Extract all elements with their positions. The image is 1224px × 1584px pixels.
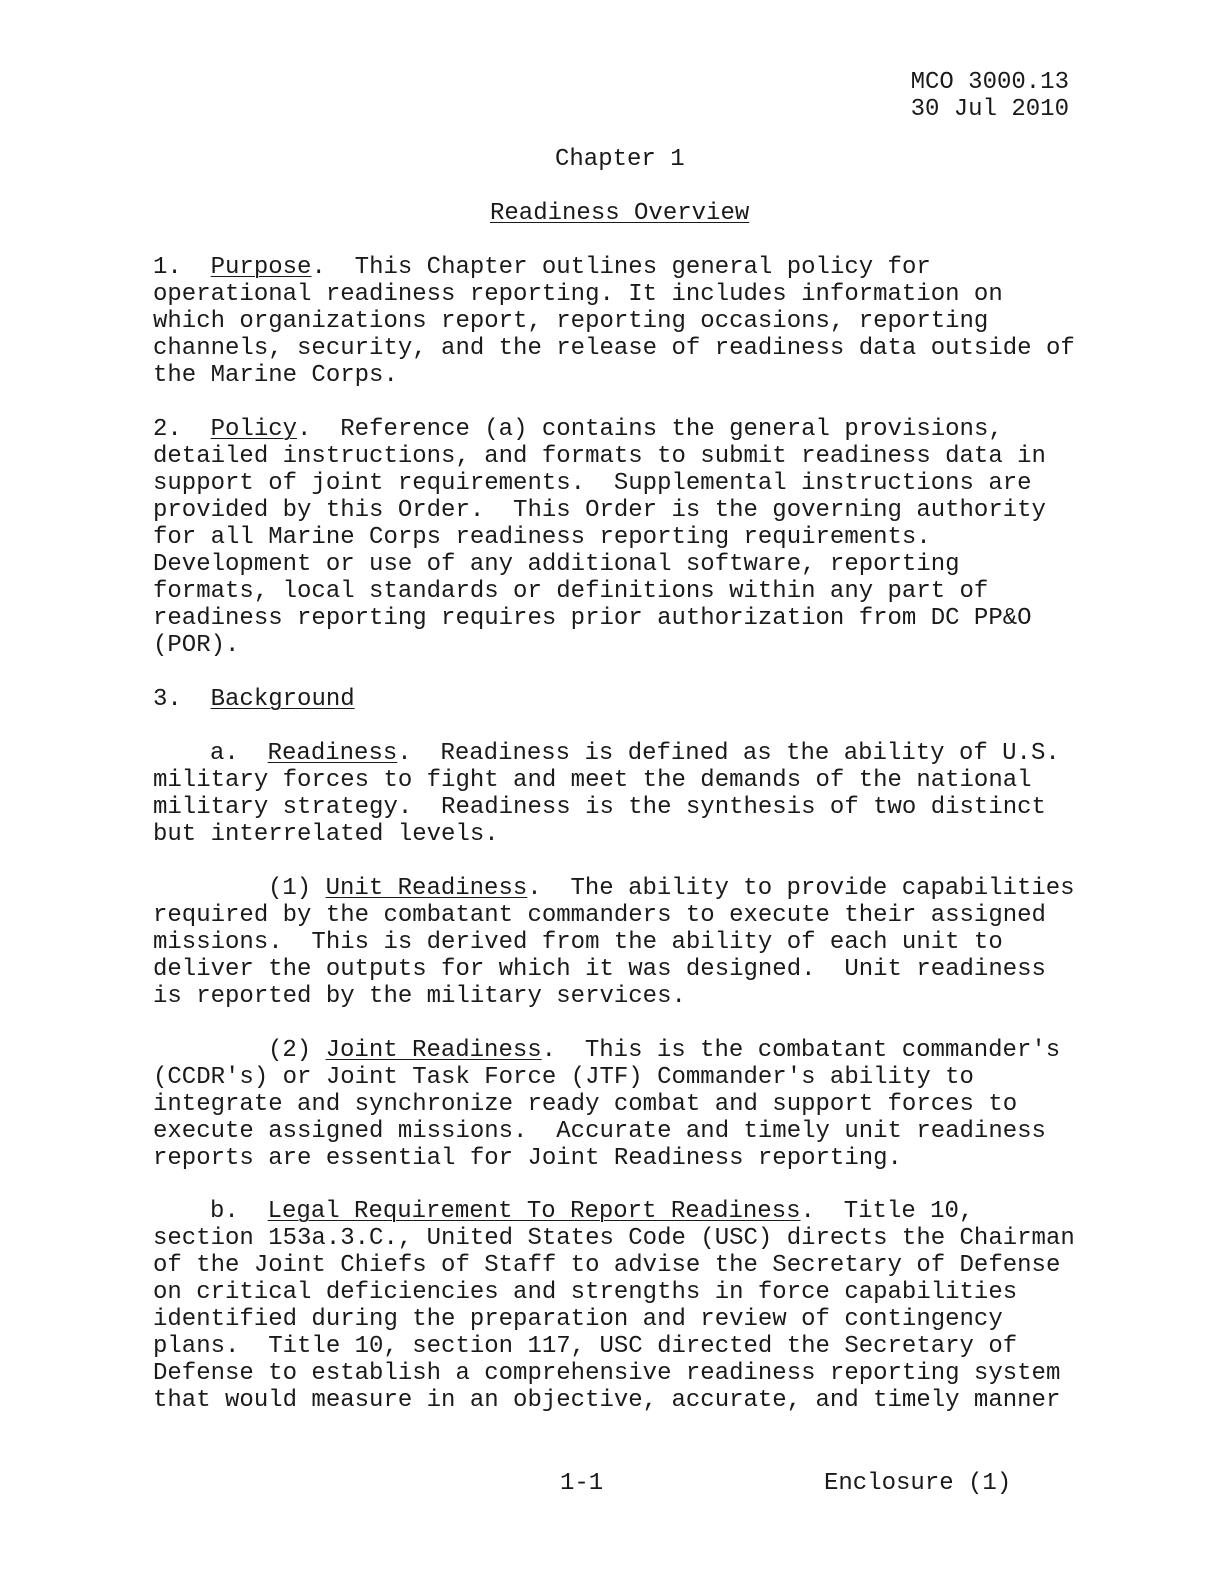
legal-requirement-line: that would measure in an objective, accurate, and timely manner — [153, 1387, 1061, 1414]
purpose-line: the Marine Corps. — [153, 362, 398, 389]
joint-readiness-line: integrate and synchronize ready combat and support forces to — [153, 1091, 1018, 1118]
readiness-heading: Readiness — [267, 740, 398, 767]
readiness-line: but interrelated levels. — [153, 821, 499, 848]
joint-readiness-number: (2) — [268, 1037, 312, 1064]
legal-requirement-paragraph-first-line — [210, 1198, 973, 1225]
unit-readiness-number: (1) — [268, 875, 312, 902]
readiness-line: military strategy. Readiness is the synthesis of two distinct — [153, 794, 1046, 821]
enclosure-label: Enclosure (1) — [824, 1470, 1012, 1497]
legal-requirement-line: . Title 10, — [800, 1198, 974, 1225]
order-number: MCO 3000.13 — [910, 69, 1069, 96]
joint-readiness-line: reports are essential for Joint Readiness reporting. — [153, 1145, 902, 1172]
background-heading-line — [153, 686, 355, 713]
policy-number: 2. — [153, 416, 182, 443]
unit-readiness-line: . The ability to provide capabilities — [527, 875, 1075, 902]
order-date: 30 Jul 2010 — [910, 96, 1069, 123]
policy-line: detailed instructions, and formats to submit readiness data in — [153, 443, 1046, 470]
readiness-line: . Readiness is defined as the ability of U.S. — [397, 740, 1060, 767]
unit-readiness-line: required by the combatant commanders to execute their assigned — [153, 902, 1046, 929]
background-number: 3. — [153, 686, 182, 713]
policy-line: Development or use of any additional software, reporting — [153, 551, 960, 578]
joint-readiness-line: execute assigned missions. Accurate and timely unit readiness — [153, 1118, 1046, 1145]
purpose-number: 1. — [153, 254, 182, 281]
unit-readiness-heading: Unit Readiness — [325, 875, 528, 902]
policy-line: provided by this Order. This Order is the governing authority — [153, 497, 1046, 524]
legal-requirement-number: b. — [210, 1198, 239, 1225]
unit-readiness-line: is reported by the military services. — [153, 983, 686, 1010]
legal-requirement-line: on critical deficiencies and strengths in force capabilities — [153, 1279, 1018, 1306]
legal-requirement-line: section 153a.3.C., United States Code (USC) directs the Chairman — [153, 1225, 1075, 1252]
readiness-number: a. — [210, 740, 239, 767]
policy-line: support of joint requirements. Supplemental instructions are — [153, 470, 1032, 497]
readiness-line: military forces to fight and meet the demands of the national — [153, 767, 1032, 794]
policy-paragraph-first-line — [153, 416, 1003, 443]
purpose-heading: Purpose — [210, 254, 312, 281]
policy-line: formats, local standards or definitions within any part of — [153, 578, 989, 605]
policy-line: readiness reporting requires prior authorization from DC PP&O — [153, 605, 1032, 632]
unit-readiness-paragraph-first-line — [268, 875, 1075, 902]
purpose-line: channels, security, and the release of readiness data outside of — [153, 335, 1075, 362]
joint-readiness-line: . This is the combatant commander's — [541, 1037, 1061, 1064]
unit-readiness-line: deliver the outputs for which it was designed. Unit readiness — [153, 956, 1046, 983]
legal-requirement-line: Defense to establish a comprehensive readiness reporting system — [153, 1360, 1061, 1387]
policy-line: . Reference (a) contains the general provisions, — [297, 416, 1003, 443]
legal-requirement-heading: Legal Requirement To Report Readiness — [267, 1198, 801, 1225]
purpose-paragraph-first-line — [153, 254, 931, 281]
policy-heading: Policy — [210, 416, 298, 443]
background-heading: Background — [210, 686, 355, 713]
purpose-line: . This Chapter outlines general policy for — [311, 254, 931, 281]
chapter-label: Chapter 1 — [555, 146, 685, 173]
legal-requirement-line: plans. Title 10, section 117, USC directed the Secretary of — [153, 1333, 1018, 1360]
joint-readiness-paragraph-first-line — [268, 1037, 1060, 1064]
joint-readiness-line: (CCDR's) or Joint Task Force (JTF) Commander's ability to — [153, 1064, 974, 1091]
legal-requirement-line: identified during the preparation and review of contingency — [153, 1306, 1003, 1333]
chapter-title: Readiness Overview — [490, 200, 750, 227]
page-number: 1-1 — [560, 1470, 604, 1497]
readiness-paragraph-first-line — [210, 740, 1060, 767]
joint-readiness-heading: Joint Readiness — [325, 1037, 542, 1064]
policy-line: for all Marine Corps readiness reporting requirements. — [153, 524, 931, 551]
purpose-line: operational readiness reporting. It includes information on — [153, 281, 1003, 308]
policy-line: (POR). — [153, 632, 240, 659]
legal-requirement-line: of the Joint Chiefs of Staff to advise the Secretary of Defense — [153, 1252, 1061, 1279]
purpose-line: which organizations report, reporting occasions, reporting — [153, 308, 989, 335]
unit-readiness-line: missions. This is derived from the ability of each unit to — [153, 929, 1003, 956]
